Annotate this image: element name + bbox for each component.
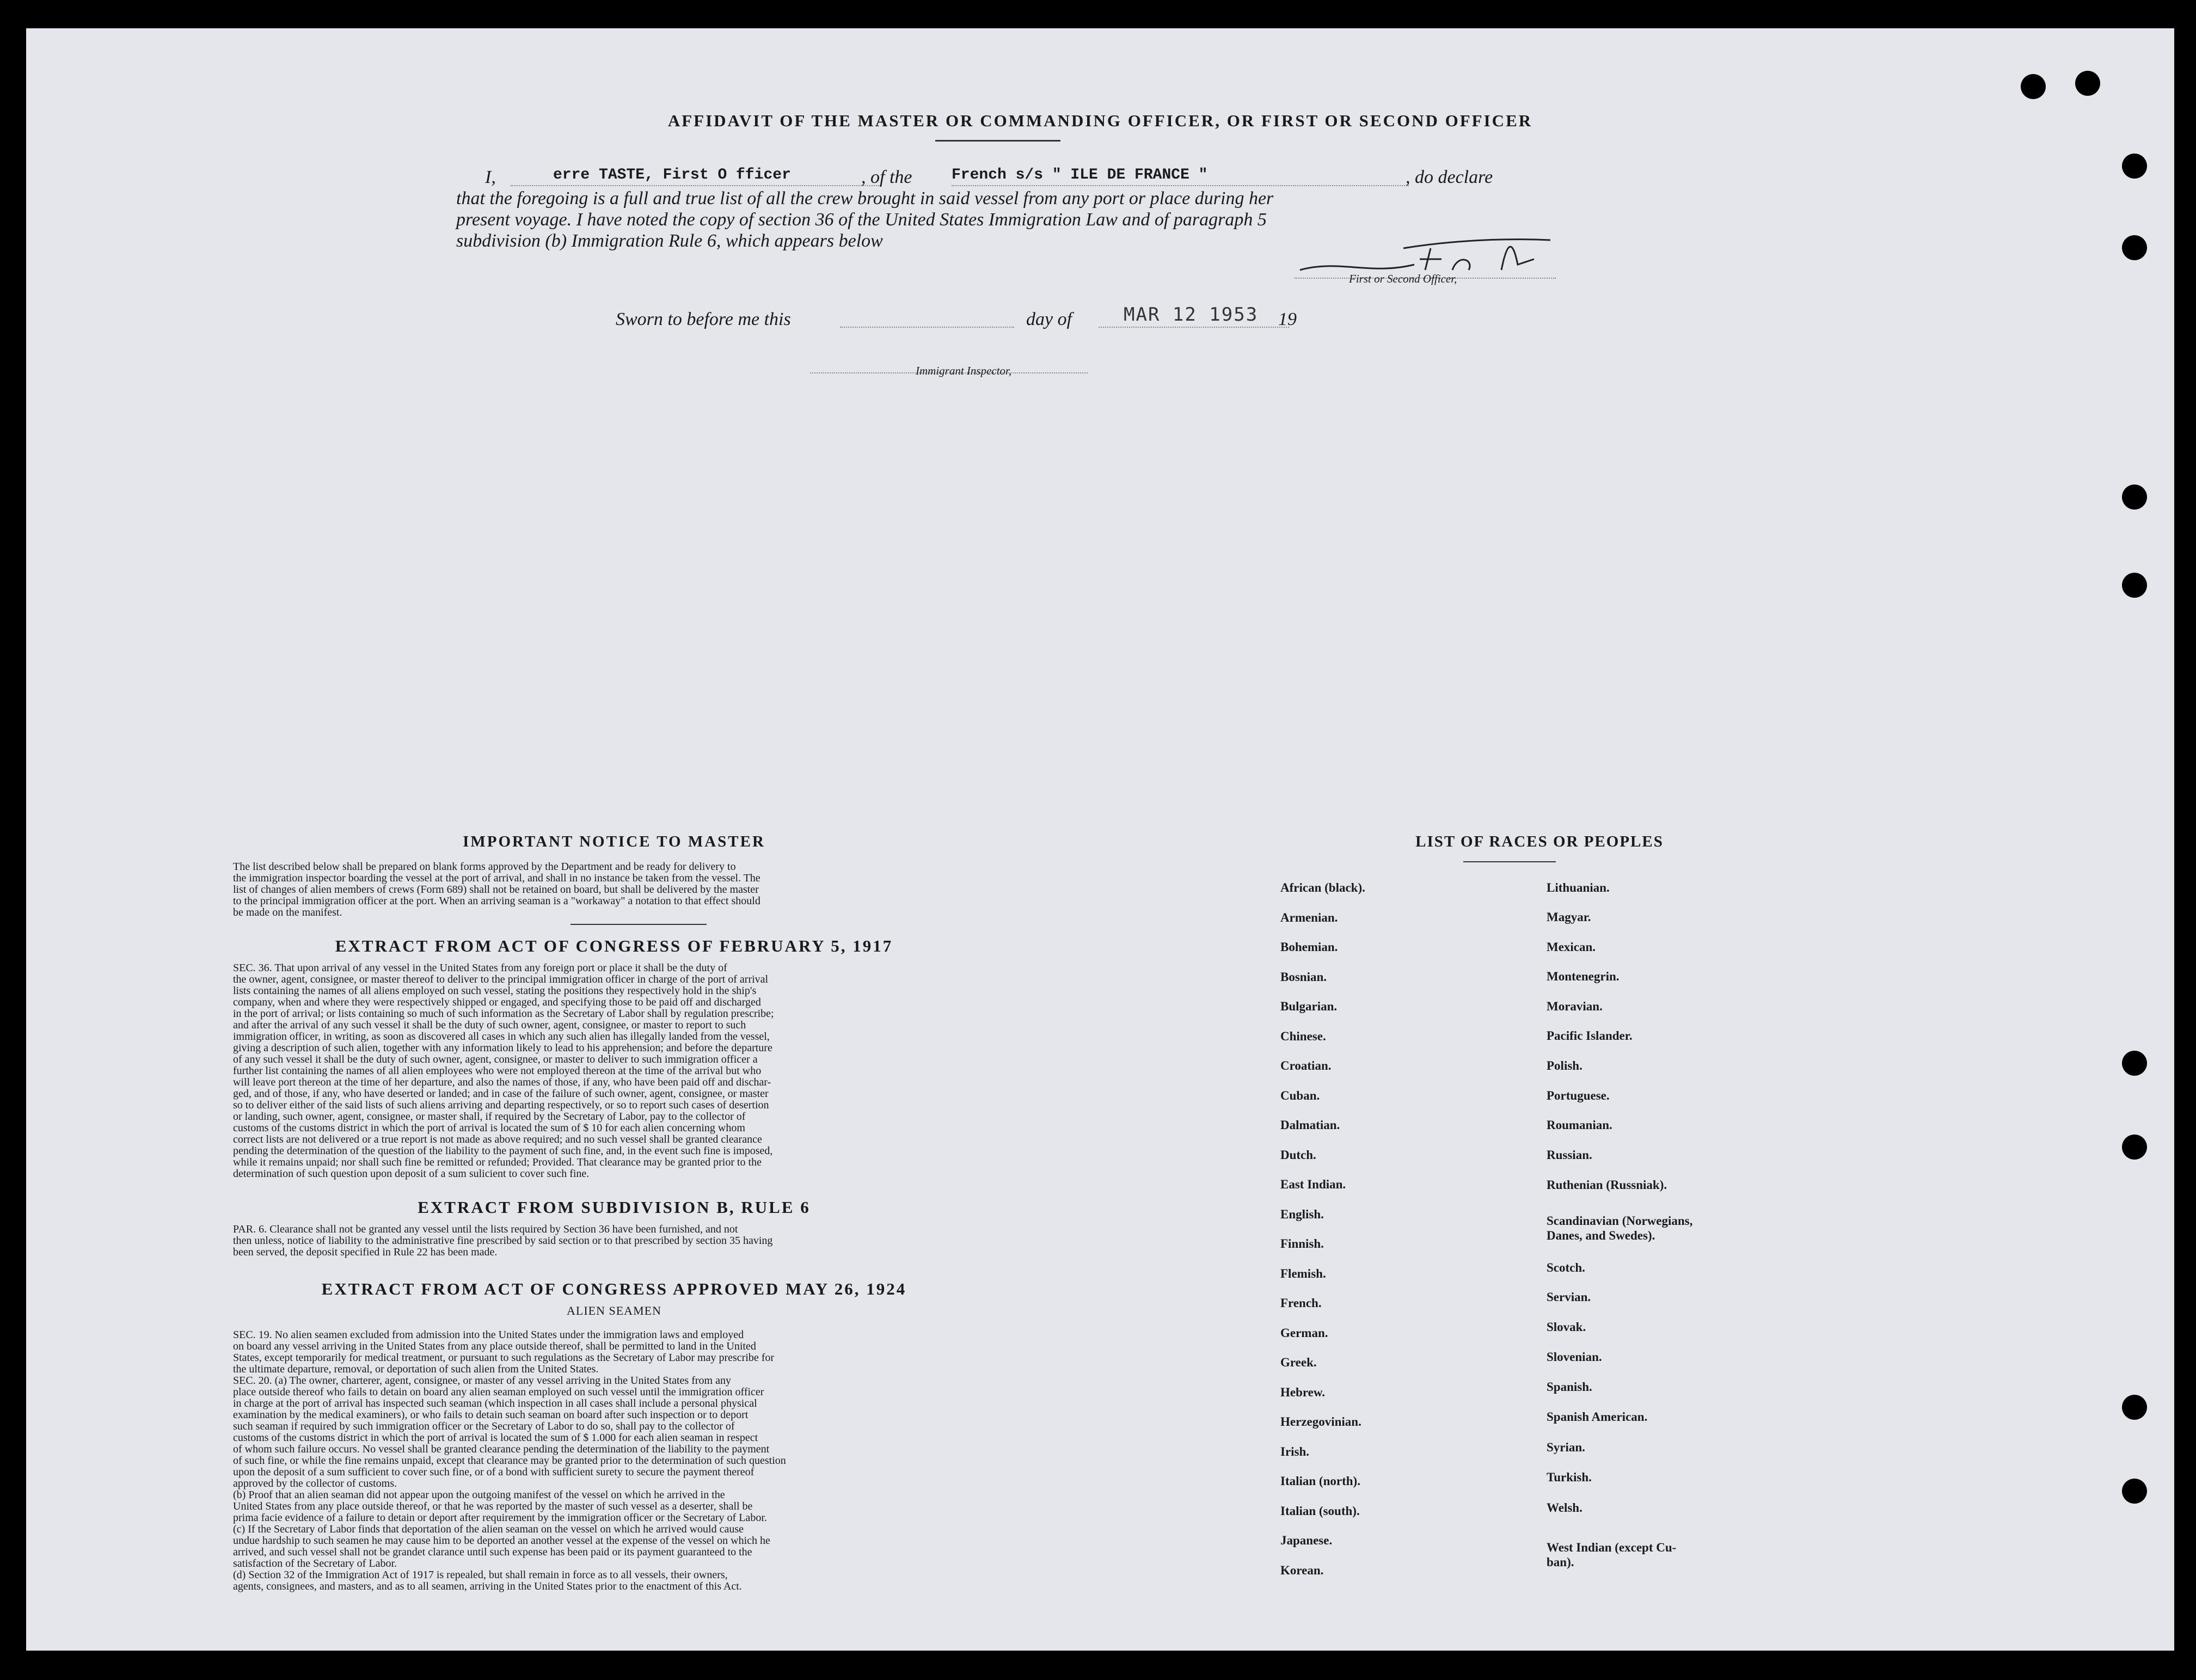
- inspector-caption: Immigrant Inspector,: [916, 364, 1012, 377]
- race-entry: Armenian.: [1280, 910, 1338, 924]
- paragraph-line: SEC. 36. That upon arrival of any vessel in the United States from any foreign port or place it shall be the duty of: [233, 962, 727, 974]
- sworn-day-of: day of: [1026, 309, 1072, 329]
- notice-title: IMPORTANT NOTICE TO MASTER: [463, 833, 765, 850]
- race-entry: Scotch.: [1547, 1261, 1585, 1274]
- race-entry: Croatian.: [1280, 1059, 1332, 1072]
- paragraph-line: to the principal immigration officer at the port. When an arriving seaman is a "workaway" a notation to that effect should: [233, 896, 760, 907]
- race-entry: French.: [1280, 1296, 1322, 1310]
- race-entry: Bohemian.: [1280, 940, 1338, 954]
- race-entry: Mexican.: [1547, 940, 1596, 954]
- sworn-day-line: [840, 327, 1014, 328]
- race-entry: Flemish.: [1280, 1266, 1326, 1280]
- extract-1917-title: EXTRACT FROM ACT OF CONGRESS OF FEBRUARY 5, 1917: [335, 936, 893, 955]
- paragraph-line: giving a description of such alien, together with any information likely to lead to his apprehension; and before the departure: [233, 1043, 772, 1054]
- date-stamp: MAR 12 1953: [1124, 304, 1259, 326]
- sworn-month-line: [1099, 327, 1289, 328]
- paragraph-line: or landing, such owner, agent, consignee, or master shall, if required by the Secretary of Labor, pay to the collector of: [233, 1111, 746, 1123]
- race-entry: Portuguese.: [1547, 1089, 1610, 1102]
- paragraph-line: so to deliver either of the said lists of such aliens arriving and departing respectively, or so to report such cases of desertion: [233, 1100, 769, 1111]
- paragraph-line: further list containing the names of all alien employees who were not employed thereon at the time of the arrival but who: [233, 1065, 762, 1077]
- race-entry: Scandinavian (Norwegians,: [1547, 1214, 1693, 1228]
- punch-hole: [2122, 485, 2147, 510]
- affidavit-do-declare: , do declare: [1406, 167, 1493, 187]
- paragraph-line: will leave port thereon at the time of her departure, and also the names of those, if any, who have been paid off and dischar-: [233, 1077, 771, 1088]
- paragraph-line: place outside thereof who fails to detain on board any alien seaman employed on such vessel until the immigration officer: [233, 1387, 764, 1398]
- paragraph-line: been served, the deposit specified in Rule 22 has been made.: [233, 1247, 498, 1258]
- race-entry: Slovenian.: [1547, 1350, 1602, 1364]
- race-entry: Finnish.: [1280, 1237, 1324, 1250]
- extract-1924-subtitle: ALIEN SEAMEN: [567, 1304, 661, 1317]
- extract-1924-title: EXTRACT FROM ACT OF CONGRESS APPROVED MAY 26, 1924: [321, 1279, 907, 1298]
- paragraph-line: (b) Proof that an alien seaman did not appear upon the outgoing manifest of the vessel on which he arrived in the: [233, 1489, 725, 1501]
- race-entry: Roumanian.: [1547, 1118, 1612, 1132]
- paragraph-line: immigration officer, in writing, as soon as discovered all cases in which any such alien has illegally landed from the vessel,: [233, 1031, 770, 1043]
- paragraph-line: upon the deposit of a sum sufficient to cover such fine, or of a bond with sufficient surety to secure the payment thereof: [233, 1467, 755, 1478]
- race-entry: English.: [1280, 1207, 1324, 1221]
- sworn-year-prefix: 19: [1278, 309, 1297, 329]
- race-entry: Korean.: [1280, 1563, 1324, 1577]
- paragraph-line: while it remains unpaid; nor shall such fine be remitted or refunded; Provided. That clearance may be granted prior to the: [233, 1157, 762, 1168]
- punch-hole: [2075, 71, 2100, 96]
- race-entry: Ruthenian (Russniak).: [1547, 1178, 1667, 1192]
- officer-name-line: [511, 185, 881, 186]
- race-entry: Moravian.: [1547, 1000, 1603, 1013]
- punch-hole: [2122, 1135, 2147, 1160]
- paragraph-line: on board any vessel arriving in the United States from any place outside thereof, shall be permitted to land in the United: [233, 1341, 756, 1352]
- paragraph-line: and after the arrival of any such vessel it shall be the duty of such owner, agent, consignee, or master to report to such: [233, 1020, 746, 1031]
- race-entry: Syrian.: [1547, 1440, 1585, 1454]
- paragraph-line: determination of such question upon deposit of a sum sulicient to cover such fine.: [233, 1168, 590, 1180]
- race-entry: Dutch.: [1280, 1148, 1316, 1162]
- paragraph-line: United States from any place outside thereof, or that he was reported by the master of such vessel as a deserter, shall be: [233, 1501, 753, 1512]
- paragraph-line: be made on the manifest.: [233, 907, 342, 918]
- affidavit-line-4: subdivision (b) Immigration Rule 6, which appears below: [456, 231, 883, 251]
- race-entry: Cuban.: [1280, 1088, 1320, 1102]
- paragraph-line: agents, consignees, and masters, and as to all seamen, arriving in the United States prior to the enactment of this Act.: [233, 1581, 742, 1592]
- races-title: LIST OF RACES OR PEOPLES: [1415, 833, 1664, 850]
- race-entry: Irish.: [1280, 1444, 1310, 1458]
- paragraph-line: satisfaction of the Secretary of Labor.: [233, 1558, 397, 1569]
- paragraph-line: customs of the customs district in which the port of arrival is located the sum of $ 10 for each alien concerning whom: [233, 1123, 745, 1134]
- race-entry: ban).: [1547, 1555, 1574, 1569]
- paragraph-line: correct lists are not delivered or a true report is not made as above required; and no such vessel shall be granted clearance: [233, 1134, 762, 1145]
- affidavit-of-the: , of the: [861, 167, 912, 187]
- race-entry: Herzegovinian.: [1280, 1415, 1361, 1428]
- paragraph-line: (c) If the Secretary of Labor finds that deportation of the alien seaman on the vessel on which he arrived would cause: [233, 1524, 744, 1535]
- race-entry: Lithuanian.: [1547, 881, 1610, 894]
- officer-caption: First or Second Officer,: [1349, 272, 1457, 285]
- officer-name-typed: erre TASTE, First O fficer: [553, 167, 791, 183]
- race-entry: Spanish.: [1547, 1380, 1592, 1394]
- paragraph-line: approved by the collector of customs.: [233, 1478, 397, 1489]
- vessel-line: [952, 185, 1409, 186]
- paragraph-line: SEC. 19. No alien seamen excluded from admission into the United States under the immigration laws and employed: [233, 1329, 744, 1341]
- paragraph-line: ged, and of those, if any, who have deserted or landed; and in case of the failure of such owner, agent, consignee, or master: [233, 1088, 769, 1100]
- race-entry: Italian (south).: [1280, 1504, 1360, 1518]
- title-rule: [935, 140, 1060, 142]
- paragraph-line: PAR. 6. Clearance shall not be granted any vessel until the lists required by Section 36 have been furnished, and not: [233, 1224, 738, 1235]
- affidavit-line-3: present voyage. I have noted the copy of section 36 of the United States Immigration Law and of paragraph 5: [456, 210, 1267, 230]
- race-entry: Danes, and Swedes).: [1547, 1229, 1655, 1242]
- notice-rule: [571, 924, 707, 925]
- paragraph-line: in charge at the port of arrival has inspected such seaman (which inspection in all cases shall include a personal physical: [233, 1398, 757, 1409]
- race-entry: Bulgarian.: [1280, 1000, 1338, 1013]
- vessel-typed: French s/s " ILE DE FRANCE ": [952, 167, 1208, 183]
- paragraph-line: the ultimate departure, removal, or deportation of such alien from the United States.: [233, 1364, 599, 1375]
- affidavit-i-label: I,: [485, 167, 496, 187]
- race-entry: Hebrew.: [1280, 1385, 1325, 1399]
- punch-hole: [2122, 1479, 2147, 1504]
- paragraph-line: The list described below shall be prepared on blank forms approved by the Department and be ready for delivery to: [233, 861, 736, 873]
- punch-hole: [2021, 74, 2046, 99]
- paragraph-line: of whom such failure occurs. No vessel shall be granted clearance pending the determination of the liability to the payment: [233, 1444, 770, 1455]
- paragraph-line: lists containing the names of all aliens employed on such vessel, stating the positions they respectively hold in the ship's: [233, 985, 757, 997]
- race-entry: Magyar.: [1547, 910, 1591, 924]
- race-entry: Slovak.: [1547, 1320, 1586, 1334]
- race-entry: Spanish American.: [1547, 1410, 1648, 1424]
- paragraph-line: list of changes of alien members of crews (Form 689) shall not be retained on board, but shall be delivered by the master: [233, 884, 759, 896]
- affidavit-line-2: that the foregoing is a full and true list of all the crew brought in said vessel from any port or place during her: [456, 188, 1274, 209]
- punch-hole: [2122, 1051, 2147, 1076]
- paragraph-line: company, when and where they were respectively shipped or engaged, and specifying those to be paid off and discharged: [233, 997, 761, 1008]
- paragraph-line: (d) Section 32 of the Immigration Act of 1917 is repealed, but shall remain in force as to all vessels, their owners,: [233, 1569, 728, 1581]
- paragraph-line: customs of the customs district in which the port of arrival is located the sum of $ 1.000 for each alien seaman in respect: [233, 1432, 758, 1444]
- paragraph-line: of such fine, or while the fine remains unpaid, except that clearance may be granted prior to the determination of such question: [233, 1455, 786, 1467]
- rule-6-title: EXTRACT FROM SUBDIVISION B, RULE 6: [418, 1198, 811, 1217]
- paragraph-line: prima facie evidence of a failure to detain or deport after requirement by the immigration officer or the Secretary of Labor.: [233, 1512, 767, 1524]
- paragraph-line: then unless, notice of liability to the administrative fine prescribed by said section or to that prescribed by section 35 having: [233, 1235, 773, 1247]
- paragraph-line: arrived, and such vessel shall not be grandet clarance until such expense has been paid or its payment guaranteed to the: [233, 1547, 752, 1558]
- race-entry: Greek.: [1280, 1356, 1317, 1369]
- punch-hole: [2122, 1395, 2147, 1420]
- punch-hole: [2122, 235, 2147, 260]
- paragraph-line: the owner, agent, consignee, or master thereof to deliver to the principal immigration officer in charge of the port of arrival: [233, 974, 769, 985]
- race-entry: African (black).: [1280, 881, 1365, 894]
- sworn-label: Sworn to before me this: [616, 309, 791, 329]
- race-entry: West Indian (except Cu-: [1547, 1541, 1677, 1554]
- paragraph-line: such seaman if required by such immigration officer or the Secretary of Labor to do so, shall pay to the collector of: [233, 1421, 735, 1432]
- paragraph-line: in the port of arrival; or lists containing so much of such information as the Secretary of Labor shall by regulation prescribe;: [233, 1008, 774, 1020]
- paragraph-line: pending the determination of the question of the liability to the payment of such fine, and, in the event such fine is imposed,: [233, 1145, 773, 1157]
- race-entry: Pacific Islander.: [1547, 1029, 1633, 1043]
- punch-hole: [2122, 154, 2147, 179]
- document-page: [26, 28, 2174, 1651]
- paragraph-line: SEC. 20. (a) The owner, charterer, agent, consignee, or master of any vessel arriving in the United States from any: [233, 1375, 731, 1387]
- races-title-rule: [1463, 861, 1556, 862]
- race-entry: German.: [1280, 1326, 1328, 1340]
- race-entry: Russian.: [1547, 1148, 1592, 1162]
- race-entry: Bosnian.: [1280, 970, 1327, 984]
- race-entry: Italian (north).: [1280, 1474, 1360, 1488]
- paragraph-line: of any such vessel it shall be the duty of such owner, agent, consignee, or master to deliver to such immigration officer a: [233, 1054, 758, 1065]
- affidavit-title: AFFIDAVIT OF THE MASTER OR COMMANDING OFFICER, OR FIRST OR SECOND OFFICER: [667, 111, 1533, 130]
- race-entry: Dalmatian.: [1280, 1118, 1340, 1132]
- race-entry: Montenegrin.: [1547, 970, 1620, 983]
- paragraph-line: States, except temporarily for medical treatment, or pursuant to such regulations as the Secretary of Labor may prescribe for: [233, 1352, 775, 1364]
- punch-hole: [2122, 573, 2147, 598]
- race-entry: Japanese.: [1280, 1534, 1333, 1547]
- race-entry: Turkish.: [1547, 1470, 1592, 1484]
- paragraph-line: undue hardship to such seamen he may cause him to be deported an another vessel at the expense of the vessel on which he: [233, 1535, 770, 1547]
- paragraph-line: examination by the medical examiners), or who fails to detain such seaman on board after such inspection or to deport: [233, 1409, 749, 1421]
- race-entry: East Indian.: [1280, 1178, 1346, 1191]
- race-entry: Servian.: [1547, 1290, 1591, 1304]
- race-entry: Polish.: [1547, 1059, 1582, 1072]
- race-entry: Welsh.: [1547, 1501, 1582, 1515]
- race-entry: Chinese.: [1280, 1029, 1326, 1043]
- paragraph-line: the immigration inspector boarding the vessel at the port of arrival, and shall in no instance be taken from the vessel. The: [233, 873, 760, 884]
